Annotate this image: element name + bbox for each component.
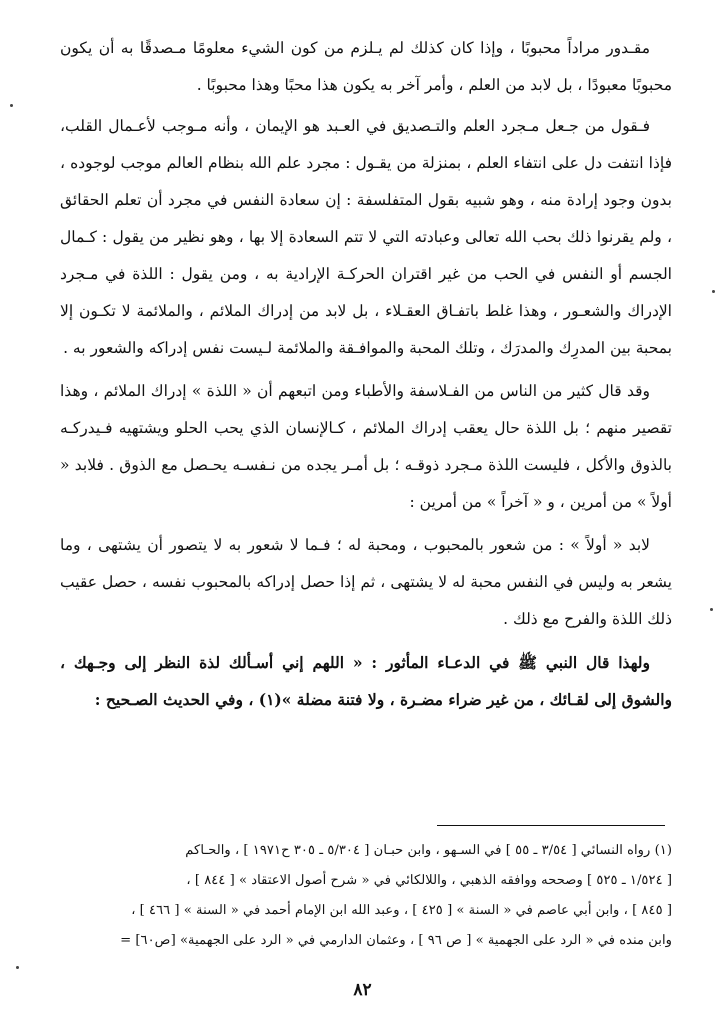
page-number: ٨٢ <box>353 980 372 1000</box>
footnote-line-1: (١) رواه النسائي [ ٣/٥٤ ـ ٥٥ ] في السـهو ، وابن حبـان [ ٥/٣٠٤ ـ ٣٠٥ ح١٩٧١ ] ، والحـاكم <box>185 843 672 858</box>
footnote-line-4: وابن منده في « الرد على الجهمية » [ ص ٩٦ ] ، وعثمان الدارمي في « الرد على الجهمية» [ص٦٠] = <box>120 933 672 948</box>
footnotes <box>60 836 672 956</box>
scan-speck <box>10 104 13 107</box>
scan-speck <box>712 290 715 293</box>
paragraph-2: فـقول من جـعل مـجرد العلم والتـصديق في العـبد هو الإيمان ، وأنه مـوجب لأعـمال القلب، فإذا انتفت دل على انتفاء العلم ، بمنزلة من يقـول : مجرد علم الله بنظام العالم موجب لوجوده ، بدون وجود إرادة منه ، وهو شبيه بقول المتفلسفة : إن سعادة النفس في مجرد أن تعلم الحقائق ، ولم يقرنوا ذلك بحب الله تعالى وعبادته التي لا تتم السعادة إلا بها ، وهو نظير من يقول : كـمال الجسم أو النفس في الحب من غير اقتران الحركـة الإرادية به ، ومن يقول : اللذة في مـجرد الإدراك والشعـور ، وهذا غلط باتفـاق العقـلاء ، بل لابد من إدراك الملائم ، والملائمة لا تكـون إلا بمحبة بين المدرِك والمدرَك ، وتلك المحبة والموافـقة والملائمة لـيست نفس إدراكه والشعور به . <box>60 117 672 357</box>
footnote-line-3: [ ٨٤٥ ] ، وابن أبي عاصم في « السنة » [ ٤٢٥ ] ، وعبد الله ابن الإمام أحمد في « السنة » [ ٤٦٦ ] ، <box>131 903 672 918</box>
scan-speck <box>16 966 19 969</box>
paragraph-5: ولهذا قال النبي ﷺ في الدعـاء المأثور : « اللهم إني أسـألك لذة النظر إلى وجـهك ، والشوق إلى لقـائك ، من غير ضراء مضـرة ، ولا فتنة مضلة »(١) ، وفي الحديث الصـحيح : <box>60 653 672 709</box>
paragraph-3: وقد قال كثير من الناس من الفـلاسفة والأطباء ومن اتبعهم أن « اللذة » إدراك الملائم ، وهذا تقصير منهم ؛ بل اللذة حال يعقب إدراك الملائم ، كـالإنسان الذي يحب الحلو ويشتهيه فـيدركـه بالذوق والأكل ، فليست اللذة مـجرد ذوقـه ؛ بل أمـر يجده من نـفسـه يحـصل مع الذوق . فلابد « أولاً » من أمرين ، و « آخراً » من أمرين : <box>60 382 672 511</box>
main-text <box>60 30 672 724</box>
paragraph-1: مقـدور مراداً محبوبًا ، وإذا كان كذلك لم يـلزم من كون الشيء معلومًا مـصدقًا به أن يكون محبوبًا معبودًا ، بل لابد من العلم ، وأمر آخر به يكون هذا محبًا وهذا محبوبًا . <box>60 39 672 94</box>
paragraph-4: لابد « أولاً » : من شعور بالمحبوب ، ومحبة له ؛ فـما لا شعور به لا يتصور أن يشتهى ، وما يشعر به وليس في النفس محبة له لا يشتهى ، ثم إذا حصل إدراكه بالمحبوب نفسه ، حصل عقيب ذلك اللذة والفرح مع ذلك . <box>60 536 672 628</box>
footnote-separator <box>437 825 665 826</box>
footnote-line-2: [ ١/٥٢٤ ـ ٥٢٥ ] وصححه ووافقه الذهبي ، واللالكائي في « شرح أصول الاعتقاد » [ ٨٤٤ ] ، <box>186 873 672 888</box>
scan-speck <box>710 608 713 611</box>
